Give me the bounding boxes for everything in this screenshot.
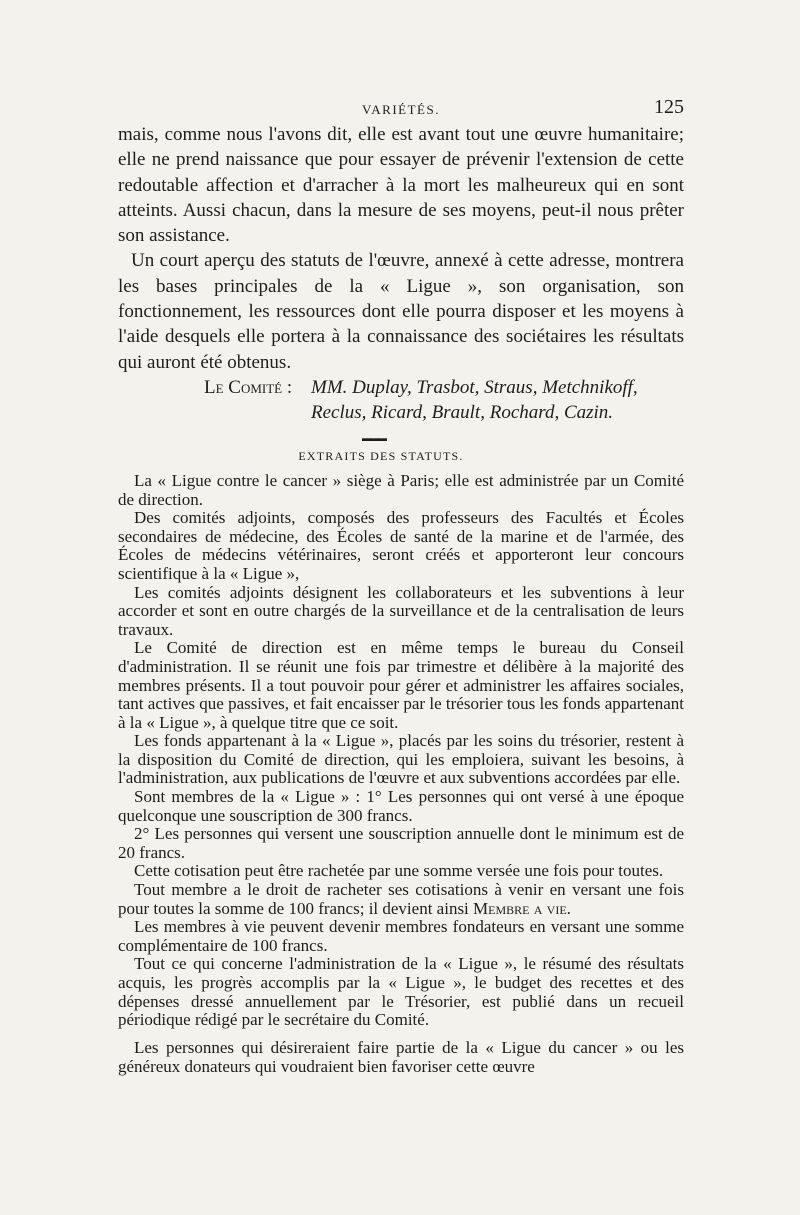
statute-paragraph [118,881,684,918]
intro-paragraph: Un court aperçu des statuts de l'œuvre, annexé à cette adresse, montrera les bases principales de la « Ligue », son organisation, son fonctionnement, les ressources dont elle pourra disposer et les moyens à l'aide desquels elle portera à la connaissance des sociétaires les résultats qui auront été obtenus. [118,250,684,373]
running-head [118,96,684,122]
section-title: EXTRAITS DES STATUTS. [298,448,464,463]
signature-label: Le Comité : [204,376,293,398]
intro-text [118,122,684,375]
statute-paragraph: Les comités adjoints désignent les collaborateurs et les subventions à leur accorder et sont en outre chargés de la surveillance et de la centralisation de leurs travaux. [118,582,684,639]
ornament-divider: ▬▬▬ [362,432,386,443]
intro-paragraph: mais, comme nous l'avons dit, elle est avant tout une œuvre humanitaire; elle ne prend naissance que pour essayer de prévenir l'extension de cette redoutable affection et d'arracher à la mort les malheureux qui en sont atteints. Aussi chacun, dans la mesure de ses moyens, peut-il nous prêter son assistance. [118,124,684,247]
membre-a-vie-term: Membre a vie. [473,898,571,918]
statutes-text [118,472,684,1030]
page-number: 125 [654,96,684,118]
signature-names-line-2: Reclus, Ricard, Brault, Rochard, Cazin. [311,401,614,423]
statute-paragraph: La « Ligue contre le cancer » siège à Paris; elle est administrée par un Comité de direction. [118,470,684,509]
book-page [118,96,684,1076]
committee-signature [118,375,684,427]
statute-paragraph: Cette cotisation peut être rachetée par une somme versée une fois pour toutes. [134,861,664,881]
running-title: VARIÉTÉS. [362,102,440,117]
statute-text: Tout membre a le droit de racheter ses cotisations à venir en versant une fois pour toutes la somme de 100 francs; il devient ainsi [118,880,684,918]
statute-paragraph: Des comités adjoints, composés des professeurs des Facultés et Écoles secondaires de médecine, des Écoles de santé de la marine et de l'armée, des Écoles de médecins vétérinaires, seront créés et apporteront leur concours scientifique à la « Ligue », [118,508,684,583]
statute-paragraph: Le Comité de direction est en même temps le bureau du Conseil d'administration. Il se réunit une fois par trimestre et délibère à la majorité des membres présents. Il a tout pouvoir pour gérer et administrer les affaires sociales, tant actives que passives, et fait encaisser par le trésorier tous les fonds appartenant à la « Ligue », à quelque titre que ce soit. [118,638,684,732]
statute-paragraph: Tout ce qui concerne l'administration de la « Ligue », le résumé des résultats acquis, les progrès accomplis par la « Ligue », le budget des recettes et des dépenses dressé annuellement par le Trésorier, est publié dans un recueil périodique rédigé par le secrétaire du Comité. [118,954,684,1030]
statute-paragraph: 2° Les personnes qui versent une souscription annuelle dont le minimum est de 20 francs. [118,824,684,862]
signature-names-line-1: MM. Duplay, Trasbot, Straus, Metchnikoff, [311,376,638,398]
closing-paragraph: Les personnes qui désireraient faire partie de la « Ligue du cancer » ou les généreux donateurs qui voudraient bien favoriser cette œuvre [118,1037,684,1076]
statute-paragraph: Les fonds appartenant à la « Ligue », placés par les soins du trésorier, restent à la disposition du Comité de direction, qui les emploiera, suivant les besoins, à l'administration, aux publications de l'œuvre et aux subventions accordées par elle. [118,731,684,788]
statute-paragraph: Les membres à vie peuvent devenir membres fondateurs en versant une somme complémentaire de 100 francs. [118,917,684,955]
statute-paragraph: Sont membres de la « Ligue » : 1° Les personnes qui ont versé à une époque quelconque une souscription de 300 francs. [118,787,684,825]
closing-text [118,1038,684,1076]
